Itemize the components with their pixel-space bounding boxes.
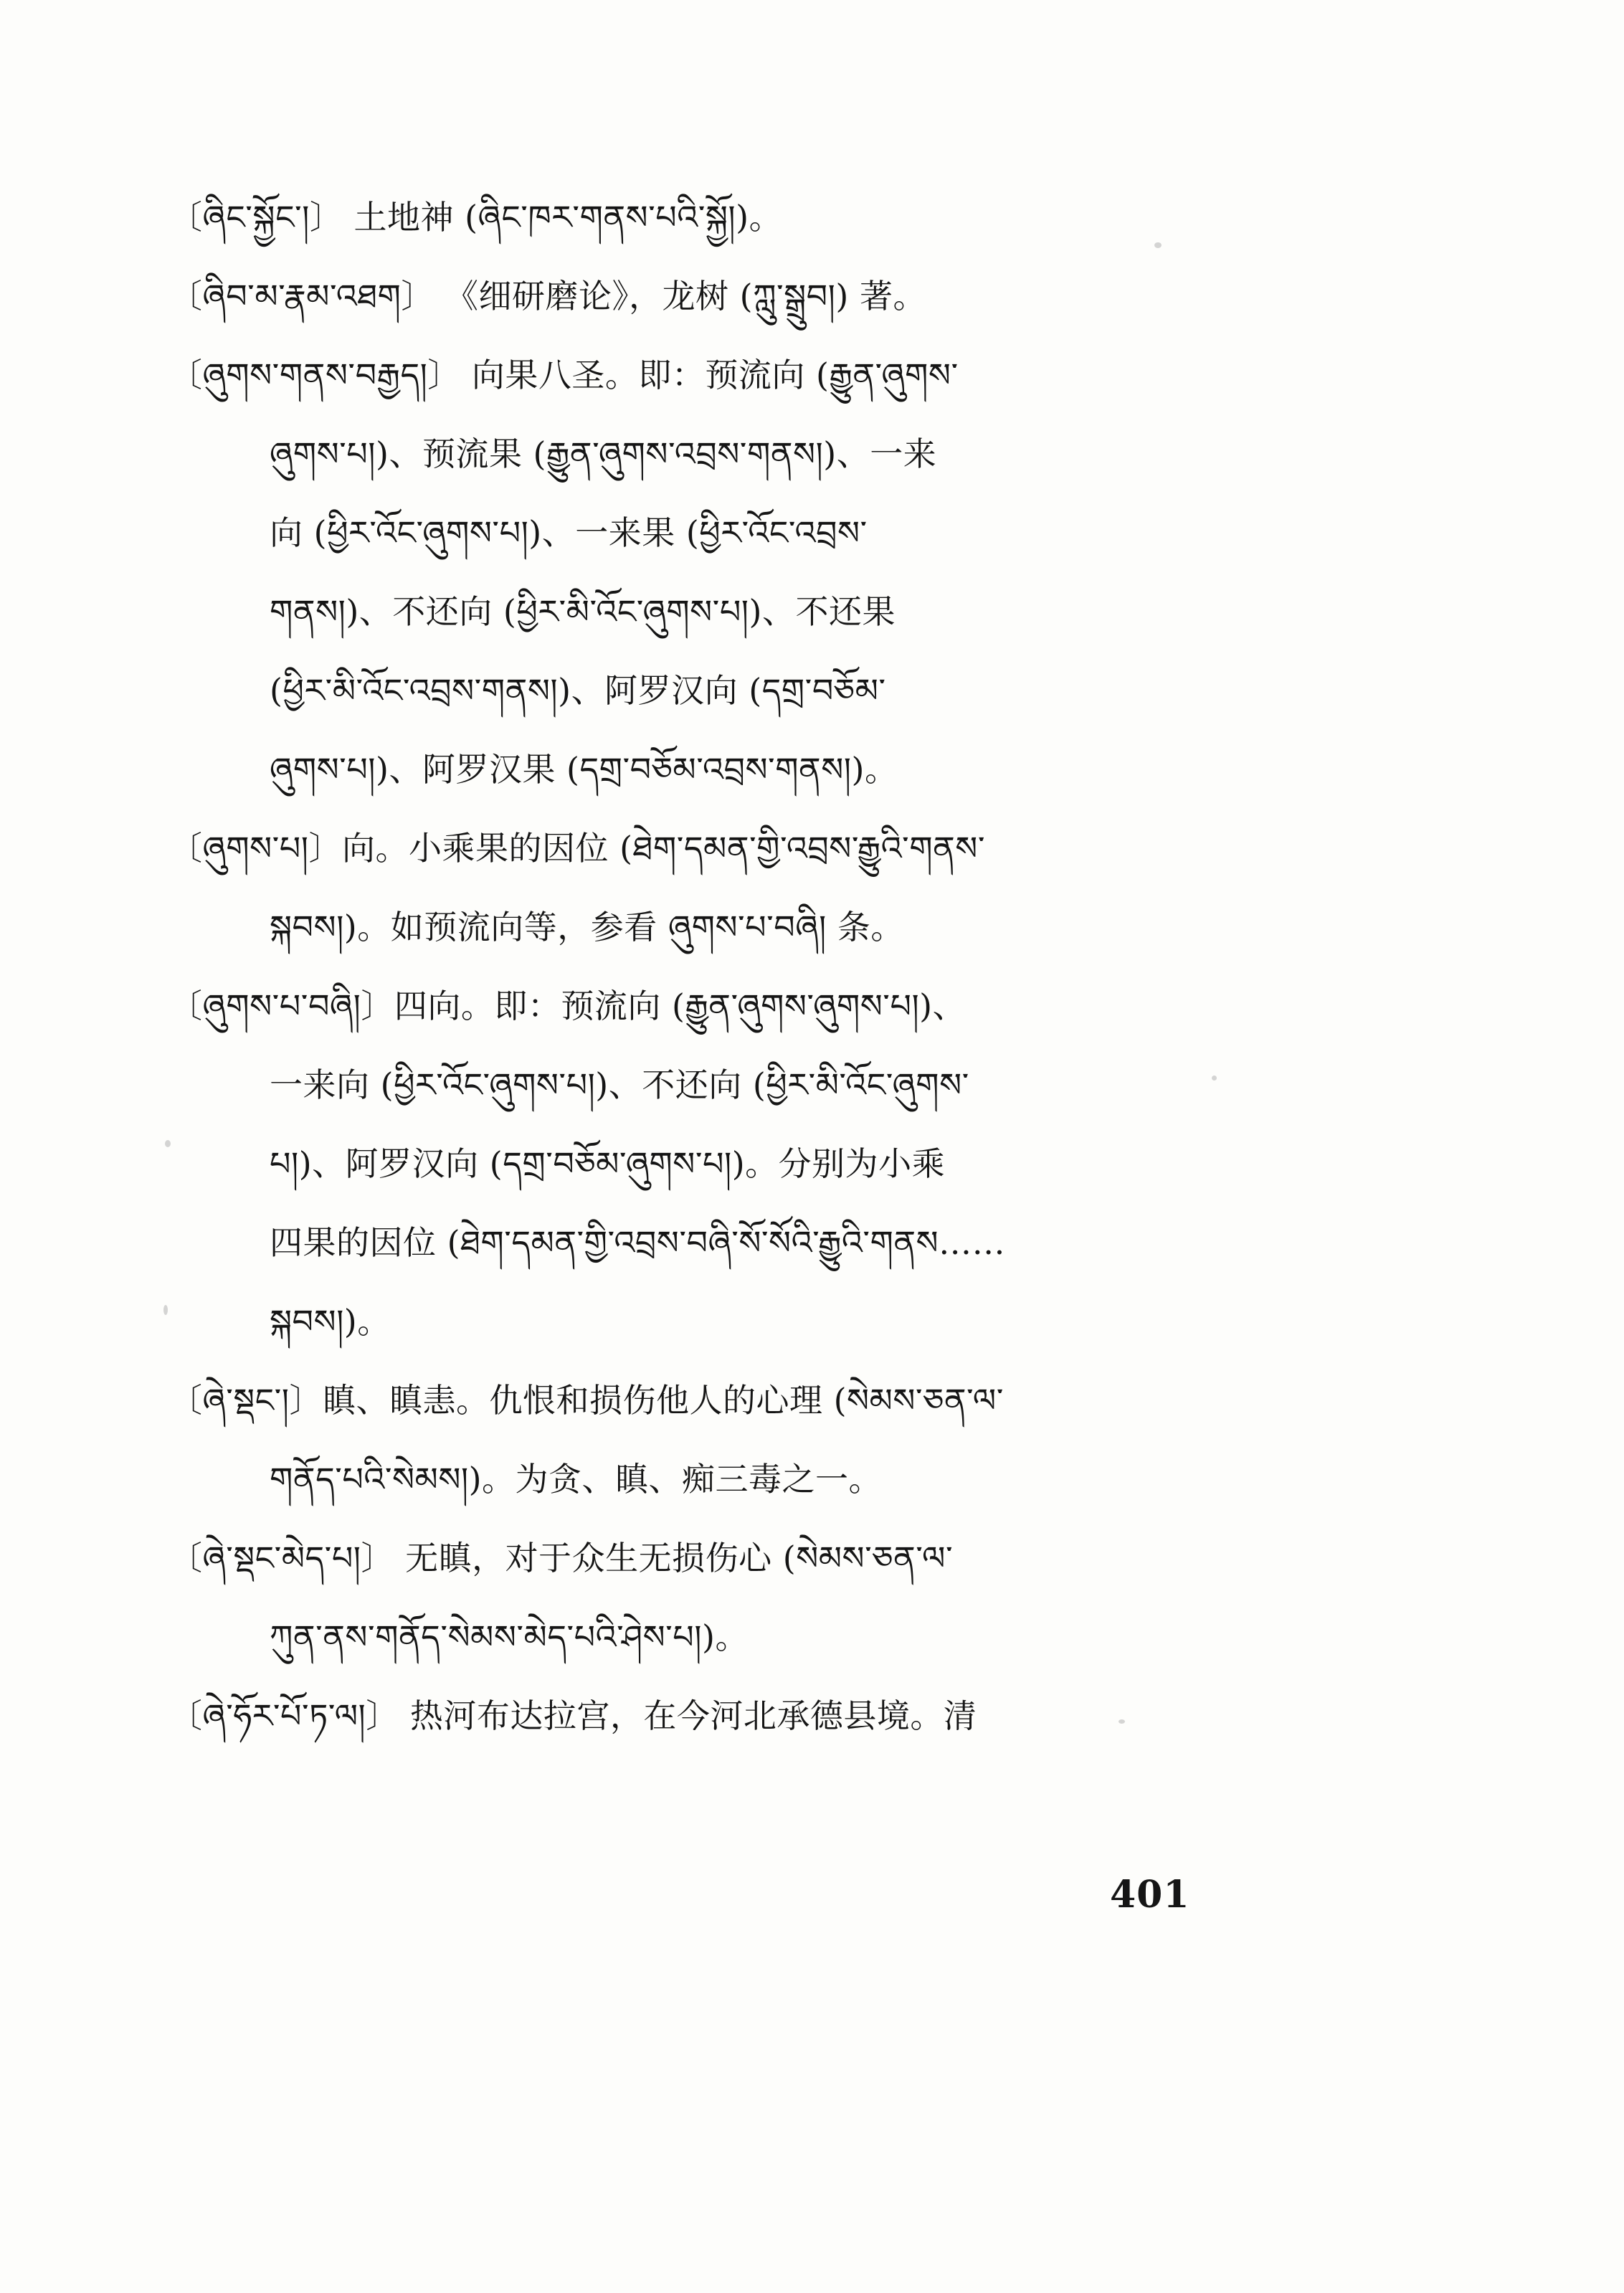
line-15: སྐབས།)。 xyxy=(270,1302,391,1341)
entry-list xyxy=(169,178,1259,1755)
line-14: 四果的因位 (ཐེག་དམན་གྱི་འབྲས་བཞི་སོ་སོའི་རྒྱུའི་གནས…… xyxy=(270,1223,1006,1262)
line-16: 〔ཞེ་སྡང་།〕瞋、瞋恚。仇恨和损伤他人的心理 (སེམས་ཅན་ལ་ xyxy=(169,1381,1004,1420)
line-13: པ།)、阿罗汉向 (དགྲ་བཅོམ་ཞུགས་པ།)。分别为小乘 xyxy=(270,1144,946,1183)
scan-speck xyxy=(1212,1076,1217,1081)
line-7: (ཕྱིར་མི་འོང་འབྲས་གནས།)、阿罗汉向 (དགྲ་བཅོམ་ xyxy=(270,671,886,710)
line-10: སྐབས།)。如预流向等，参看 ཞུགས་པ་བཞི། 条。 xyxy=(270,908,904,946)
line-6: གནས།)、不还向 (ཕྱིར་མི་འོང་ཞུགས་པ།)、不还果 xyxy=(270,592,896,631)
line-4: ཞུགས་པ།)、预流果 (རྒྱུན་ཞུགས་འབྲས་གནས།)、一来 xyxy=(270,435,937,473)
line-18: 〔ཞེ་སྡང་མེད་པ།〕 无瞋，对于众生无损伤心 (སེམས་ཅན་ལ་ xyxy=(169,1539,954,1577)
line-17: གནོད་པའི་སེམས།)。为贪、瞋、痴三毒之一。 xyxy=(270,1460,883,1499)
line-3: 〔ཞུགས་གནས་བརྒྱད།〕 向果八圣。即：预流向 (རྒྱུན་ཞུགས་ xyxy=(169,356,959,394)
scan-speck xyxy=(165,1140,171,1147)
line-5: 向 (ཕྱིར་འོང་ཞུགས་པ།)、一来果 (ཕྱིར་འོང་འབྲས་ xyxy=(270,513,868,552)
line-1: 〔ཞིང་སྐྱོང་།〕 土地神 (ཞིང་ཁར་གནས་པའི་སྐྱོ།)。 xyxy=(169,198,783,237)
line-19: ཀུན་ནས་གནོད་སེམས་མེད་པའི་ཤེས་པ།)。 xyxy=(270,1618,749,1656)
line-12: 一来向 (ཕྱིར་འོང་ཞུགས་པ།)、不还向 (ཕྱིར་མི་འོང་ཞུགས་ xyxy=(270,1065,969,1104)
scan-speck xyxy=(163,1305,168,1315)
line-20: 〔ཞེ་ཧོར་པོ་ཏ་ལ།〕 热河布达拉宫，在今河北承德县境。清 xyxy=(169,1696,977,1735)
page-number: 401 xyxy=(1110,1873,1190,1917)
line-11: 〔ཞུགས་པ་བཞི།〕四向。即：预流向 (རྒྱུན་ཞུགས་ཞུགས་པ།)、 xyxy=(169,987,967,1025)
scan-speck xyxy=(1154,242,1162,248)
line-2: 〔ཞིབ་མ་རྣམ་འཐག〕 《细研磨论》，龙树 (ཀླུ་སྒྲུབ།) 著。 xyxy=(169,277,926,315)
scan-speck xyxy=(1119,1719,1125,1724)
line-9: 〔ཞུགས་པ།〕向。小乘果的因位 (ཐེག་དམན་གྱི་འབྲས་རྒྱུའི་གནས་ xyxy=(169,829,985,868)
line-8: ཞུགས་པ།)、阿罗汉果 (དགྲ་བཅོམ་འབྲས་གནས།)。 xyxy=(270,750,898,789)
